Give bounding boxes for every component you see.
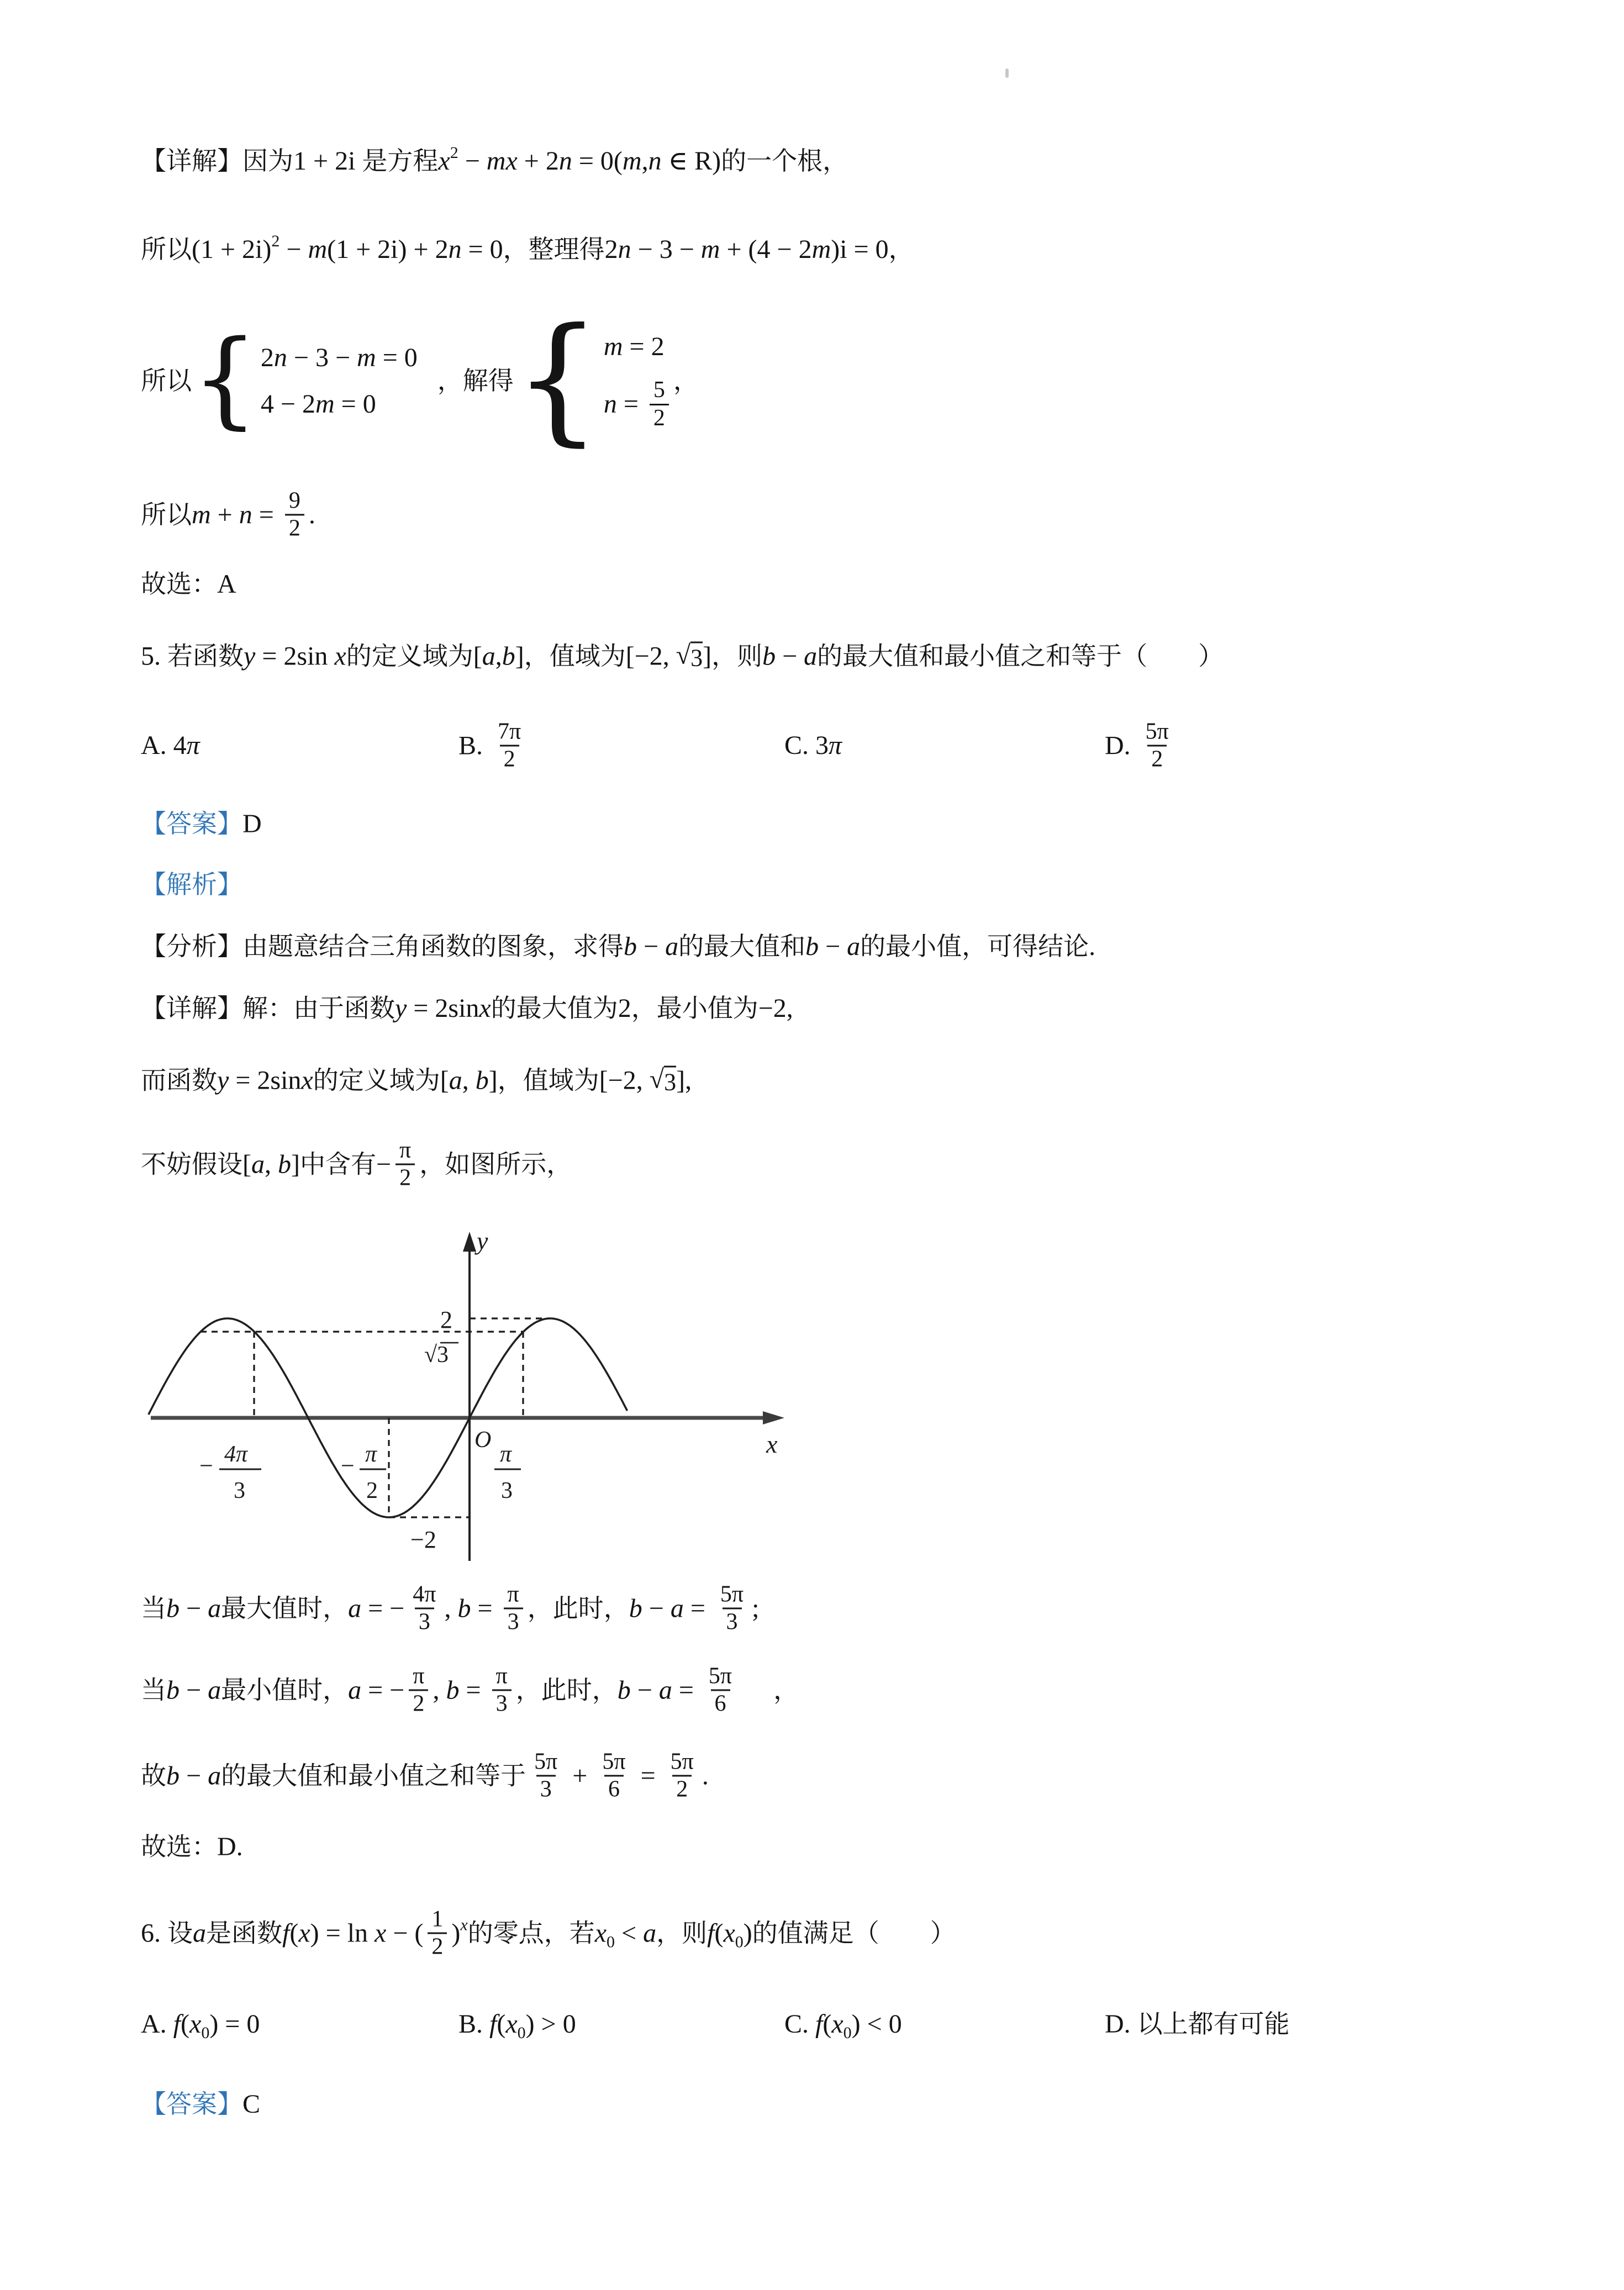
svg-text:4π: 4π xyxy=(224,1442,248,1467)
svg-text:π: π xyxy=(365,1442,377,1467)
text-line-q6b: B. f ( x 0 ) > 0 xyxy=(458,2009,576,2042)
svg-text:3: 3 xyxy=(234,1478,245,1503)
tick-neg-pi-2 xyxy=(341,1442,386,1503)
text-line-l15: 当 b − a 最大值时， a = − $\frac{4\pi}{3}$ , b = $\frac{\pi}{3}$ ，此时， b − a = $\frac{5\pi}{3}$ ; xyxy=(141,1581,760,1635)
text-line-q5d: D. $\frac{5\pi}{2}$ xyxy=(1105,719,1169,772)
svg-text:−: − xyxy=(341,1452,355,1479)
text-line-l3: 所以 { 2 n − 3 − m = 0 4 − 2 m = 0 ，解得 { m = 2 n = $\frac{5}{2}$ ， xyxy=(141,298,699,459)
text-line-l2: 所以 (1 + 2i) 2 − m (1 + 2i) + 2 n = 0 ，整理得 2 n − 3 − m + (4 − 2 m )i = 0 ， xyxy=(141,232,914,264)
origin-label: O xyxy=(474,1427,492,1453)
tick-neg-4pi-3 xyxy=(199,1442,261,1503)
svg-text:−: − xyxy=(199,1452,213,1479)
text-line-l4: 所以 m + n = $\frac{9}{2}$ . xyxy=(141,488,315,541)
y-axis-label: y xyxy=(477,1227,488,1255)
text-line-q6a: A. f ( x 0 ) = 0 xyxy=(141,2009,260,2042)
sine-graph-figure xyxy=(146,1227,848,1565)
text-line-q5b: B. $\frac{7\pi}{2}$ xyxy=(458,719,521,772)
svg-text:2: 2 xyxy=(366,1478,378,1503)
text-line-l5: 故选： A xyxy=(141,569,236,599)
text-line-l1: 【详解】因为 1 + 2i 是方程 x 2 − mx + 2 n = 0( m , n ∈ R) 的一个根， xyxy=(141,144,848,176)
x-axis-arrow xyxy=(763,1411,784,1424)
scan-artifact xyxy=(1005,68,1009,78)
text-line-l9: 【解析】 xyxy=(141,870,242,899)
tick-sqrt3: √3 xyxy=(424,1342,449,1368)
text-line-l21: 【答案】 C xyxy=(141,2090,261,2119)
text-line-l13: 不妨假设 [ a , b ] 中含有 − $\frac{\pi}{2}$ ，如图所示， xyxy=(141,1137,572,1191)
text-line-q6d: D. 以上都有可能 xyxy=(1105,2009,1290,2039)
text-line-l16: 当 b − a 最小值时， a = − $\frac{\pi}{2}$ , b = $\frac{\pi}{3}$ ，此时， b − a = $\frac{5\pi}{6}$ ， xyxy=(141,1663,799,1717)
svg-text:3: 3 xyxy=(501,1478,513,1503)
text-line-l10: 【分析】由题意结合三角函数的图象，求得 b − a 的最大值和 b − a 的最小值，可得结论 . xyxy=(141,932,1096,961)
text-line-l12: 而函数 y = 2sin x 的定义域为 [ a , b ] ，值域为 [−2, √ 3 ], xyxy=(141,1064,692,1097)
text-line-l18: 故选： D. xyxy=(141,1832,243,1861)
text-line-q5c: C. 3 π xyxy=(784,731,842,760)
tick-2: 2 xyxy=(440,1306,452,1333)
tick-neg2: −2 xyxy=(410,1526,436,1553)
x-axis-label: x xyxy=(766,1430,778,1458)
svg-text:π: π xyxy=(500,1442,512,1467)
y-axis-arrow xyxy=(463,1232,476,1252)
text-line-l6: 5. 若函数 y = 2sin x 的定义域为 [ a , b ] ，值域为 [−2, √ 3 ] ，则 b − a 的最大值和最小值之和等于（ ） xyxy=(141,640,1224,673)
tick-pi-3 xyxy=(494,1442,521,1503)
text-line-l17: 故 b − a 的最大值和最小值之和等于 $\frac{5\pi}{3}$ + $\frac{5\pi}{6}$ = $\frac{5\pi}{2}$ . xyxy=(141,1749,709,1802)
text-line-l8: 【答案】 D xyxy=(141,809,262,838)
text-line-q6c: C. f ( x 0 ) < 0 xyxy=(784,2009,902,2042)
text-line-l19: 6. 设 a 是函数 f ( x ) = ln x − ( $\frac{1}{2}$ ) x 的零点，若 x 0 < a ，则 f ( x 0 ) 的值满足（ ） xyxy=(141,1906,956,1960)
text-line-l11: 【详解】解：由于函数 y = 2sin x 的最大值为 2 ，最小值为 −2, xyxy=(141,994,793,1023)
text-line-q5a: A. 4 π xyxy=(141,731,200,760)
